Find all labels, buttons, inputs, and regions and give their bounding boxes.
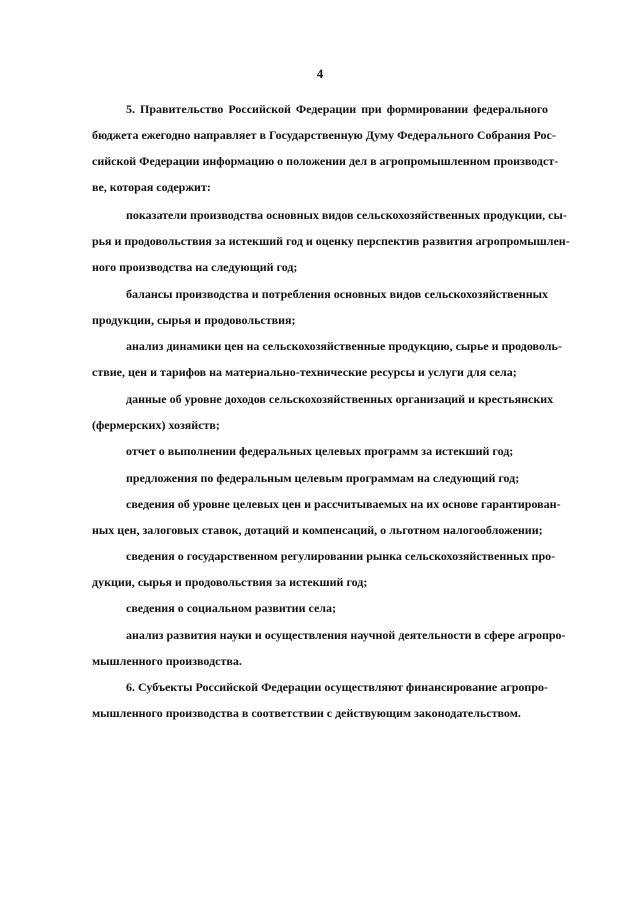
page-number: 4 — [316, 66, 324, 81]
text-line: продукции, сырья и продовольствия; — [92, 313, 296, 327]
text-line: данные об уровне доходов сельскохозяйственных организаций и крестьянских — [126, 392, 554, 406]
text-line: анализ динамики цен на сельскохозяйственные продукцию, сырье и продоволь- — [126, 339, 562, 353]
text-line: ве, которая содержит: — [92, 180, 211, 194]
text-line: мышленного производства в соответствии с действующим законодательством. — [92, 706, 521, 720]
text-line: мышленного производства. — [92, 654, 242, 668]
text-line: (фермерских) хозяйств; — [92, 418, 220, 432]
text-line: балансы производства и потребления основных видов сельскохозяйственных — [126, 287, 548, 301]
text-line: сведения о государственном регулировании рынка сельскохозяйственных про- — [126, 549, 556, 563]
text-line: ного производства на следующий год; — [92, 260, 298, 274]
text-line: 6. Субъекты Российской Федерации осуществляют финансирование агропро- — [126, 680, 548, 694]
text-line: ных цен, залоговых ставок, дотаций и компенсаций, о льготном налогообложении; — [92, 523, 543, 537]
text-line: бюджета ежегодно направляет в Государственную Думу Федерального Собрания Рос- — [92, 128, 556, 142]
text-line: сийской Федерации информацию о положении дел в агропромышленном производст- — [92, 154, 559, 168]
text-line: сведения о социальном развитии села; — [126, 601, 337, 615]
text-line: сведения об уровне целевых цен и рассчитываемых на их основе гарантирован- — [126, 497, 561, 511]
text-line: анализ развития науки и осуществления научной деятельности в сфере агропро- — [126, 628, 566, 642]
text-line: дукции, сырья и продовольствия за истекший год; — [92, 575, 368, 589]
text-line: предложения по федеральным целевым программам на следующий год; — [126, 471, 520, 485]
text-line: ствие, цен и тарифов на материально-технические ресурсы и услуги для села; — [92, 365, 517, 379]
text-line: отчет о выполнении федеральных целевых программ за истекший год; — [126, 444, 514, 458]
text-line: рья и продовольствия за истекший год и оценку перспектив развития агропромышлен- — [92, 234, 570, 248]
text-line: показатели производства основных видов сельскохозяйственных продукции, сы- — [126, 208, 567, 222]
text-line: 5. Правительство Российской Федерации при формировании федерального — [126, 102, 548, 116]
